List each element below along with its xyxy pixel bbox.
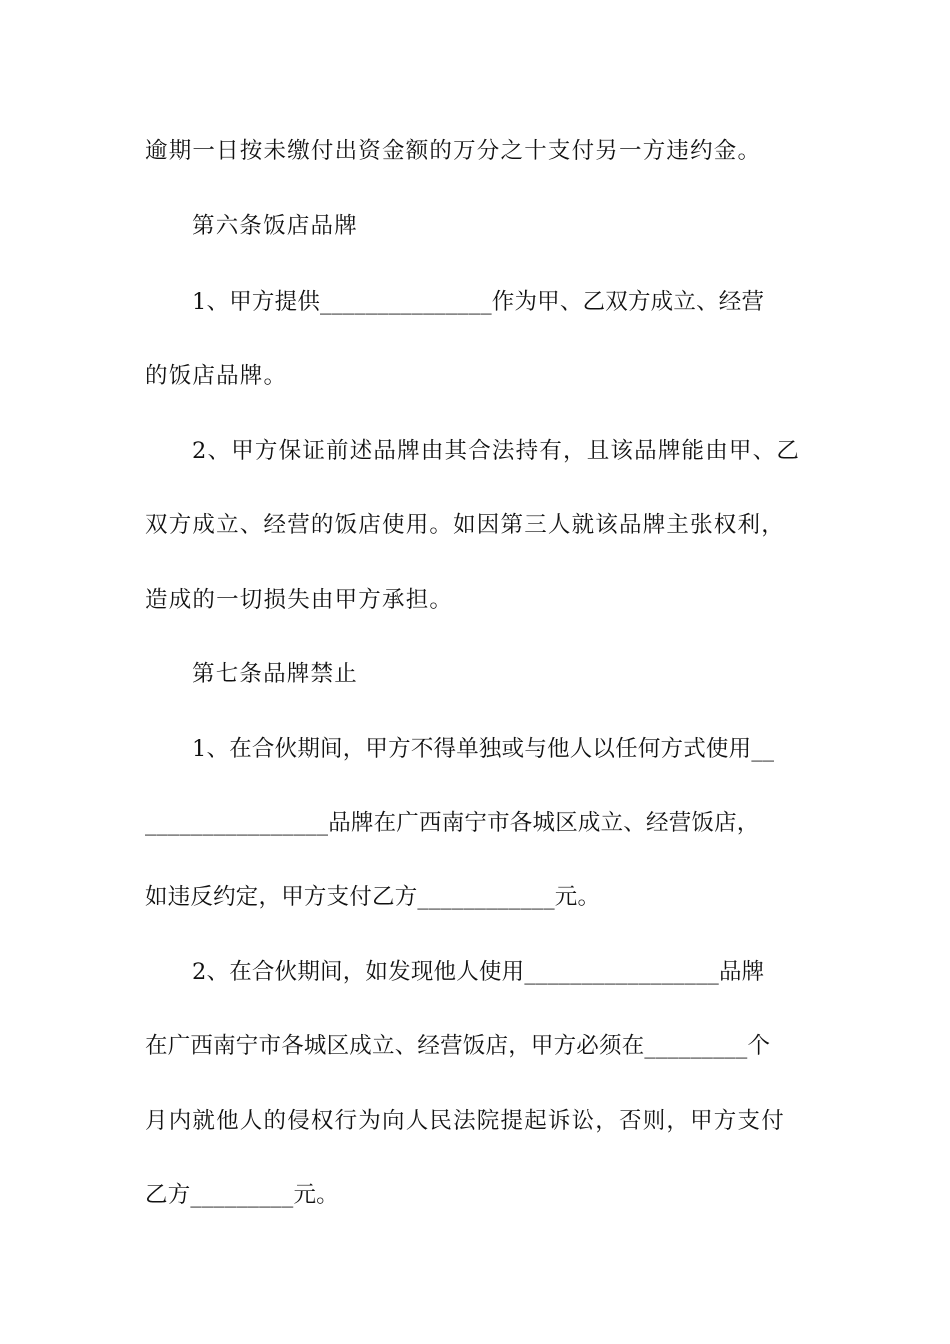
paragraph-line: 1、甲方提供_______________作为甲、乙双方成立、经营 (192, 289, 765, 315)
paragraph-line: 1、在合伙期间，甲方不得单独或与他人以任何方式使用__ (192, 736, 775, 762)
paragraph-line: 月内就他人的侵权行为向人民法院提起诉讼，否则，甲方支付 (145, 1108, 785, 1134)
paragraph-line: 2、在合伙期间，如发现他人使用_________________品牌 (192, 959, 765, 985)
paragraph-line: ________________品牌在广西南宁市各城区成立、经营饭店， (145, 810, 760, 836)
section-heading: 第六条饭店品牌 (192, 213, 358, 239)
paragraph-line: 逾期一日按未缴付出资金额的万分之十支付另一方违约金。 (145, 138, 762, 164)
paragraph-line: 在广西南宁市各城区成立、经营饭店，甲方必须在_________个 (145, 1033, 771, 1059)
paragraph-line: 如违反约定，甲方支付乙方____________元。 (145, 884, 601, 910)
paragraph-line: 的饭店品牌。 (145, 363, 288, 389)
paragraph-line: 双方成立、经营的饭店使用。如因第三人就该品牌主张权利， (145, 512, 785, 538)
paragraph-line: 造成的一切损失由甲方承担。 (145, 587, 454, 613)
paragraph-line: 2、甲方保证前述品牌由其合法持有，且该品牌能由甲、乙 (192, 438, 801, 464)
paragraph-line: 乙方_________元。 (145, 1182, 339, 1208)
section-heading: 第七条品牌禁止 (192, 661, 358, 687)
